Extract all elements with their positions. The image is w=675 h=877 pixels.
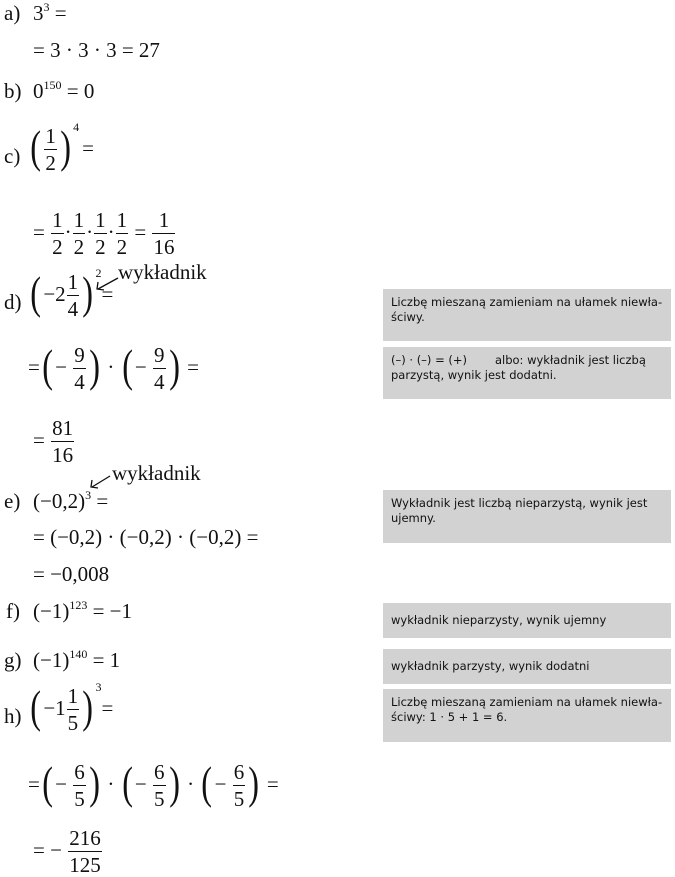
equals: = [49,1,67,25]
expr-c-line1 [28,119,94,175]
dot: · [86,219,94,244]
paren-right: ) [82,681,94,732]
paren-left: ( [42,340,53,391]
expr-e-line1 [33,488,109,513]
result-fraction [68,828,102,876]
exponent: 3 [95,679,102,694]
dot: · [107,219,115,244]
equals: = − [33,837,62,862]
paren-left: ( [30,267,42,318]
equals: = [101,281,114,306]
paren-right: ) [168,757,180,808]
numerator: 81 [52,416,74,440]
equals: = [33,219,45,244]
expr-f [33,598,133,623]
equals: = [101,695,114,720]
whole-part: −1 [43,695,66,720]
fraction [153,762,166,810]
expr-e-line3: = −0,008 [33,562,110,586]
equals: = [134,219,147,244]
numerator: 1 [73,208,85,232]
whole-part: −2 [43,281,66,306]
label-f: f) [6,599,20,623]
result: = 0 [61,79,95,103]
minus: − [214,771,227,796]
note-exponent-e: Wykładnik jest liczbą nieparzystą, wynik jest ujemny. [383,490,671,543]
exponent: 3 [43,0,50,14]
fraction [73,345,86,393]
exponent: 150 [43,78,62,92]
base: 0 [33,79,44,103]
expr-g [33,647,121,672]
paren-right: ) [89,340,100,391]
note-sign-rule-d [383,347,671,399]
expr-a-line1 [33,0,67,25]
numerator: 1 [52,208,63,232]
exponent: 3 [85,488,92,502]
denominator: 125 [69,853,101,877]
paren-left: ( [42,757,53,808]
numerator: 1 [67,270,79,294]
minus: − [55,354,68,379]
exponent: 123 [69,598,88,612]
equals: = [28,354,40,379]
paren-left: ( [30,121,42,172]
base: 3 [33,1,44,25]
note-mixed-number-h: Liczbę mieszaną zamieniam na ułamek niewła-ściwy: 1 · 5 + 1 = 6. [383,689,671,742]
equals: = [82,135,94,160]
paren-left: ( [121,340,133,391]
note-exponent-f: wykładnik nieparzysty, wynik ujemny [383,603,671,638]
result-fraction [152,210,175,258]
result: = −1 [87,599,133,623]
minus: − [134,771,147,796]
fraction [94,210,107,258]
denominator: 2 [95,235,106,259]
paren-left: ( [30,681,42,732]
exponent: 140 [69,647,88,661]
expr-h-line2 [28,757,279,811]
numerator: 6 [154,760,165,784]
expr-h-line3 [33,828,103,876]
annotation-exponent-e: wykładnik [112,461,201,485]
fraction [51,210,64,258]
dot: · [187,771,195,796]
denominator: 4 [67,297,79,321]
label-b: b) [4,79,22,103]
denominator: 2 [45,151,56,175]
label-e: e) [4,489,21,513]
fraction [116,210,129,258]
expr-d-line2 [28,340,199,394]
paren-left: ( [201,757,213,808]
note-text: albo: wykładnik jest liczbą parzystą, wynik jest dodatni. [391,353,646,382]
arrow-icon [94,276,120,292]
minus: − [55,771,68,796]
paren-left: ( [121,757,133,808]
base: (−0,2) [33,489,86,513]
equals: = [91,489,109,513]
denominator: 16 [52,443,74,467]
sign-rule: (–) · (–) = (+) [391,353,467,367]
denominator: 4 [74,370,85,394]
dot: · [64,219,72,244]
label-c: c) [4,144,21,168]
paren-right: ) [248,757,260,808]
base: (−1) [33,648,70,672]
numerator: 216 [69,826,101,850]
numerator: 1 [152,210,175,234]
result: = 1 [87,648,121,672]
fraction [153,345,166,393]
expr-b [33,78,95,103]
fraction [73,210,86,258]
exponent: 4 [73,119,80,134]
equals: = [266,771,279,796]
denominator: 4 [154,370,165,394]
expr-h-line1 [28,679,114,735]
annotation-exponent-d: wykładnik [118,260,207,284]
dot: · [107,771,115,796]
equals: = [187,354,199,379]
dot: · [107,354,115,379]
result-fraction [51,418,74,466]
numerator: 1 [45,124,56,148]
numerator: 1 [116,208,128,232]
equals: = [28,771,40,796]
denominator: 16 [153,235,175,259]
fraction [44,126,57,174]
note-exponent-g: wykładnik parzysty, wynik dodatni [383,649,671,684]
denominator: 5 [74,787,85,811]
fraction [233,762,246,810]
label-d: d) [4,290,22,314]
denominator: 2 [116,235,128,259]
denominator: 5 [233,787,245,811]
denominator: 5 [154,787,165,811]
paren-right: ) [60,121,71,172]
base: (−1) [33,599,70,623]
denominator: 2 [73,235,85,259]
numerator: 1 [67,684,79,708]
numerator: 1 [95,208,106,232]
note-mixed-number-d: Liczbę mieszaną zamieniam na ułamek niewła-ściwy. [383,289,671,341]
numerator: 9 [154,343,165,367]
expr-e-line2: = (−0,2) · (−0,2) · (−0,2) = [33,525,259,549]
denominator: 2 [52,235,63,259]
expr-a-line2: = 3 · 3 · 3 = 27 [33,38,160,62]
numerator: 6 [74,760,85,784]
denominator: 5 [67,711,79,735]
expr-c-line2 [33,210,176,258]
fraction [67,272,80,320]
paren-right: ) [82,267,94,318]
equals: = [33,427,45,452]
fraction [67,686,80,734]
arrow-icon [88,474,112,490]
minus: − [134,354,147,379]
label-g: g) [4,648,22,672]
numerator: 9 [74,343,85,367]
exponent: 2 [95,265,102,280]
paren-right: ) [168,340,180,391]
label-h: h) [4,704,22,728]
fraction [73,762,86,810]
expr-d-line3 [33,418,75,466]
label-a: a) [4,1,21,25]
paren-right: ) [89,757,100,808]
numerator: 6 [233,760,245,784]
